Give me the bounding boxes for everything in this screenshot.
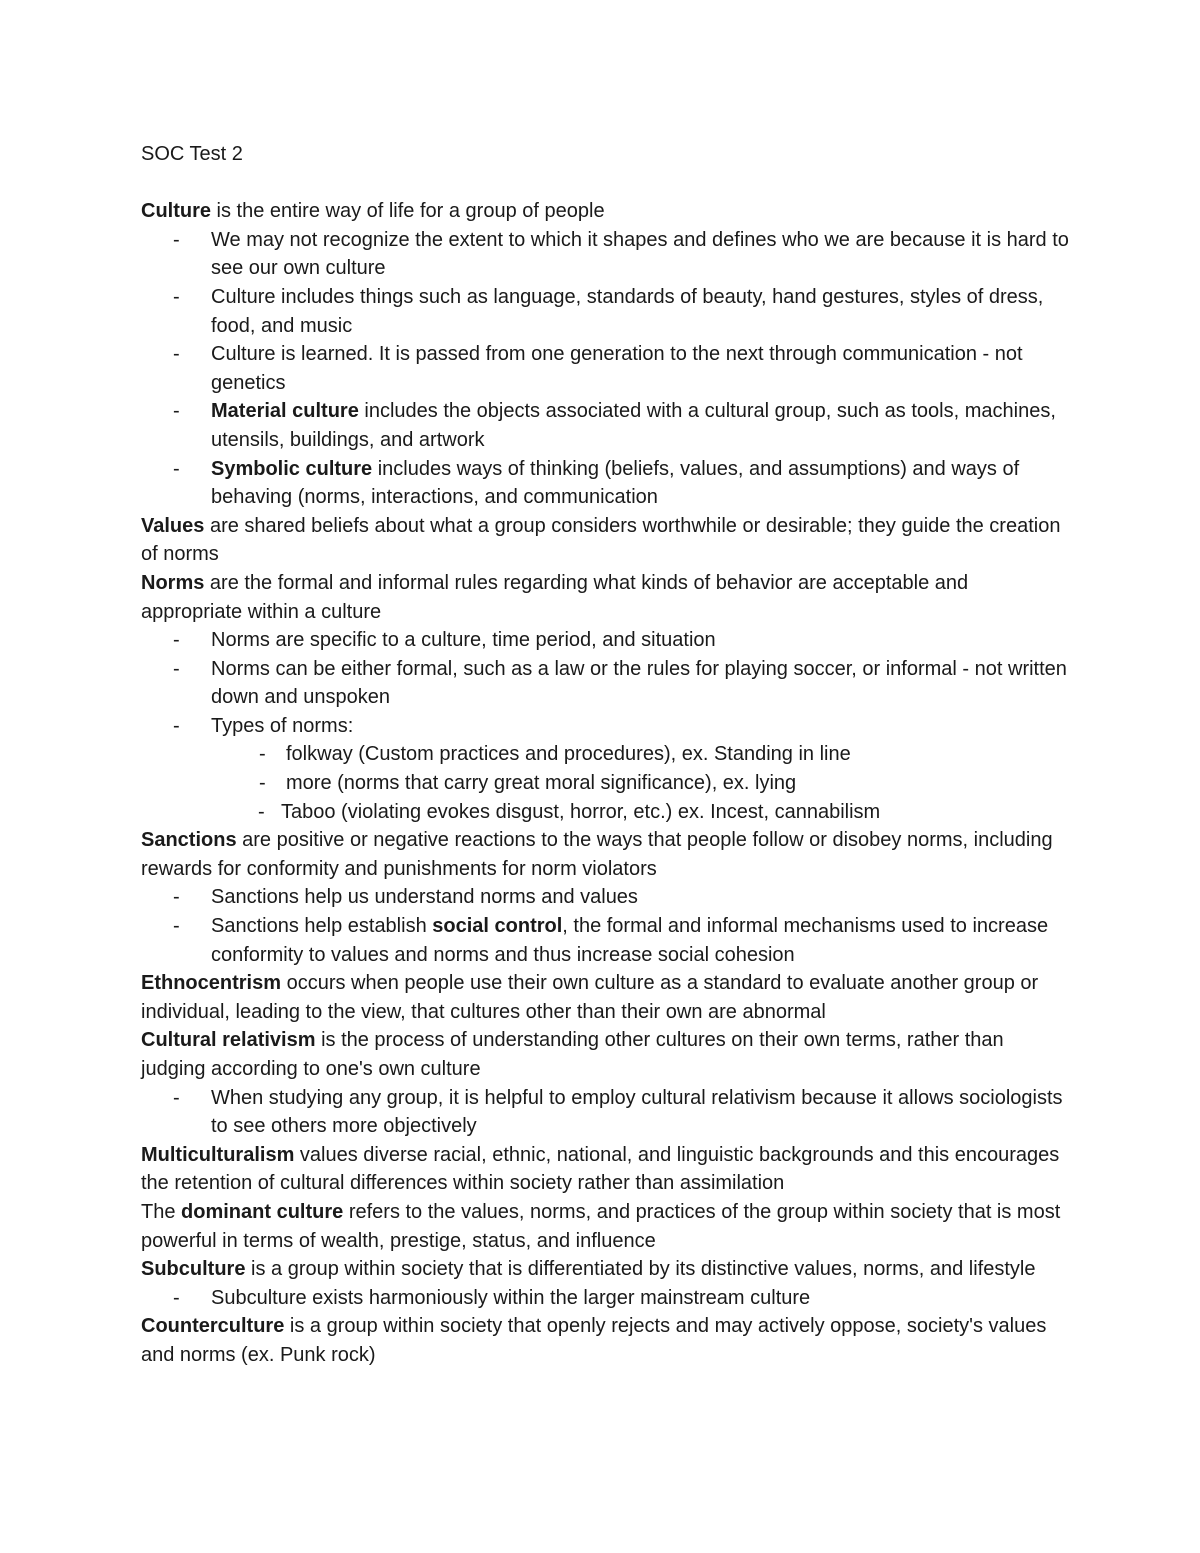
bullet-item	[141, 655, 1071, 712]
text-run: Subculture exists harmoniously within the larger mainstream culture	[211, 1286, 811, 1309]
bullet-dash: -	[173, 1086, 180, 1109]
key-term: dominant culture	[181, 1200, 344, 1223]
text-run: refers to the values, norms, and practices of the group within society that is most powerful in terms of wealth, prestige, status, and influence	[141, 1200, 1061, 1252]
text-run: is the entire way of life for a group of people	[211, 200, 605, 223]
text-run: occurs when people use their own culture as a standard to evaluate another group or individual, leading to the view, that cultures other than their own are abnormal	[141, 972, 1039, 1023]
bullet-item	[141, 712, 1071, 741]
definition-paragraph	[141, 826, 1071, 883]
text-run: are positive or negative reactions to the ways that people follow or disobey norms, including rewards for conformity and punishments for norm violators	[141, 829, 1053, 880]
bullet-dash: -	[173, 457, 180, 480]
text-run: includes the objects associated with a cultural group, such as tools, machines, utensils, buildings, and artwork	[211, 400, 1056, 451]
bullet-item	[141, 455, 1071, 512]
definition-paragraph	[141, 1198, 1071, 1255]
bullet-dash: -	[173, 1286, 180, 1309]
definition-paragraph	[141, 1312, 1071, 1369]
text-run: Sanctions help us understand norms and values	[211, 886, 638, 909]
key-term: Symbolic culture	[211, 457, 373, 480]
text-run: folkway (Custom practices and procedures), ex. Standing in line	[286, 743, 851, 766]
bullet-dash: -	[173, 629, 180, 652]
key-term: Sanctions	[141, 829, 237, 852]
definition-paragraph	[141, 197, 1071, 226]
document-body	[141, 197, 1071, 1369]
bullet-dash: -	[173, 915, 180, 938]
text-run: are the formal and informal rules regarding what kinds of behavior are acceptable and appropriate within a culture	[141, 571, 969, 623]
text-run: includes ways of thinking (beliefs, values, and assumptions) and ways of behaving (norms, interactions, and communication	[211, 457, 1020, 509]
bullet-item	[141, 1084, 1071, 1141]
key-term: social control	[432, 915, 563, 938]
text-run: Culture is learned. It is passed from one generation to the next through communication - not genetics	[211, 343, 1023, 394]
bullet-dash: -	[173, 228, 180, 251]
bullet-item	[141, 912, 1071, 969]
key-term: Subculture	[141, 1258, 246, 1281]
bullet-item	[141, 1284, 1071, 1313]
bullet-dash: -	[259, 772, 266, 795]
bullet-item	[141, 283, 1071, 340]
text-run: When studying any group, it is helpful to employ cultural relativism because it allows sociologists to see others more objectively	[211, 1086, 1063, 1138]
text-run: values diverse racial, ethnic, national, and linguistic backgrounds and this encourages the retention of cultural differences within society rather than assimilation	[141, 1143, 1060, 1195]
bullet-item	[141, 226, 1071, 283]
definition-paragraph	[141, 1255, 1071, 1284]
bullet-item	[141, 626, 1071, 655]
definition-paragraph	[141, 969, 1071, 1026]
text-run: Norms can be either formal, such as a law or the rules for playing soccer, or informal - not written down and unspoken	[211, 657, 1067, 709]
definition-paragraph	[141, 569, 1071, 626]
bullet-dash: -	[259, 743, 266, 766]
bullet-dash: -	[173, 343, 180, 366]
text-run: Types of norms:	[211, 714, 354, 737]
key-term: Material culture	[211, 400, 359, 423]
text-run: is a group within society that openly rejects and may actively oppose, society's values and norms (ex. Punk rock)	[141, 1315, 1047, 1366]
bullet-dash: -	[173, 714, 180, 737]
text-run: The	[141, 1200, 182, 1223]
key-term: Cultural relativism	[141, 1029, 316, 1052]
key-term: Values	[141, 514, 205, 537]
definition-paragraph	[141, 1026, 1071, 1083]
bullet-item	[141, 340, 1071, 397]
bullet-dash: -	[173, 400, 180, 423]
document-page	[141, 140, 1071, 1370]
text-run: Sanctions help establish	[211, 915, 433, 938]
bullet-item	[141, 397, 1071, 454]
sub-bullet-item	[141, 798, 1071, 827]
text-run: is a group within society that is differentiated by its distinctive values, norms, and lifestyle	[245, 1258, 1036, 1281]
text-run: Culture includes things such as language, standards of beauty, hand gestures, styles of dress, food, and music	[211, 285, 1044, 337]
key-term: Counterculture	[141, 1315, 285, 1338]
key-term: Norms	[141, 571, 205, 594]
key-term: Multiculturalism	[141, 1143, 295, 1166]
bullet-dash: -	[173, 886, 180, 909]
text-run: We may not recognize the extent to which it shapes and defines who we are because it is hard to see our own culture	[211, 228, 1069, 280]
text-run: is the process of understanding other cultures on their own terms, rather than judging according to one's own culture	[141, 1029, 1004, 1080]
sub-bullet-item	[141, 740, 1071, 769]
sub-bullet-item	[141, 769, 1071, 798]
bullet-dash: -	[173, 285, 180, 308]
bullet-dash: -	[258, 800, 265, 823]
text-run: are shared beliefs about what a group considers worthwhile or desirable; they guide the creation of norms	[141, 514, 1061, 566]
definition-paragraph	[141, 512, 1071, 569]
text-run: Norms are specific to a culture, time period, and situation	[211, 629, 716, 652]
text-run: Taboo (violating evokes disgust, horror, etc.) ex. Incest, cannabilism	[281, 800, 881, 823]
bullet-item	[141, 883, 1071, 912]
key-term: Ethnocentrism	[141, 972, 282, 995]
document-title: SOC Test 2	[141, 143, 243, 165]
text-run: more (norms that carry great moral significance), ex. lying	[286, 772, 797, 795]
key-term: Culture	[141, 200, 211, 223]
text-run: , the formal and informal mechanisms used to increase conformity to values and norms and thus increase social cohesion	[211, 915, 1049, 966]
bullet-dash: -	[173, 657, 180, 680]
definition-paragraph	[141, 1141, 1071, 1198]
